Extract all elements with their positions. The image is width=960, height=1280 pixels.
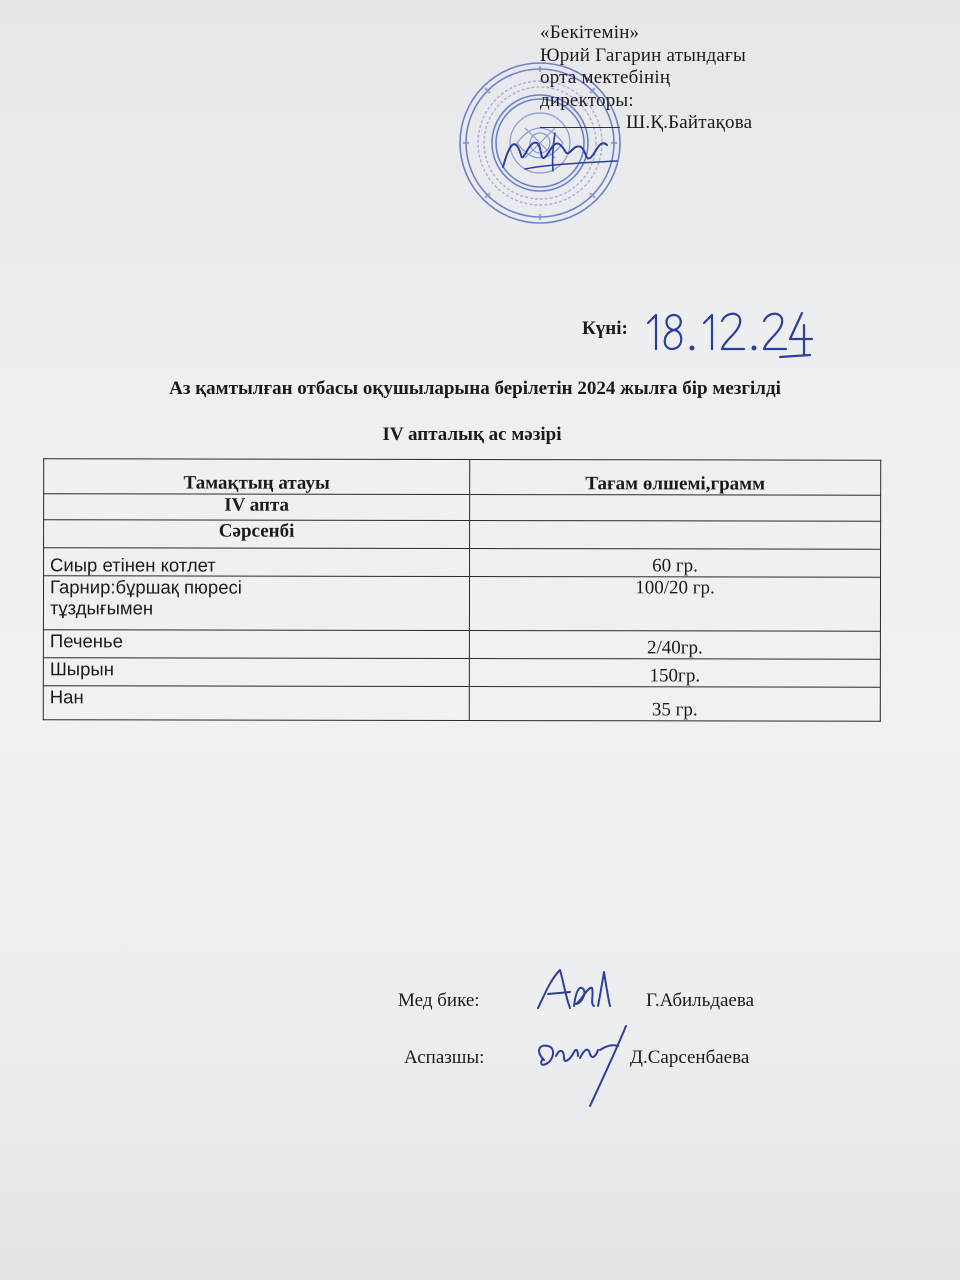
day-row <box>44 520 881 549</box>
table-header-row <box>44 459 881 495</box>
approval-position: директоры: <box>540 89 634 111</box>
empty-cell <box>470 495 881 522</box>
menu-title-line1: Аз қамтылған отбасы оқушыларына берілетін 2024 жылға бір мезгілді <box>169 378 781 399</box>
dish-amount: 60 гр. <box>470 549 881 578</box>
approval-school: Юрий Гагарин атындағы <box>540 44 746 66</box>
day-label: Сәрсенбі <box>44 520 470 549</box>
menu-title-line2: IV апталық ас мәзірі <box>382 424 562 445</box>
director-name: Ш.Қ.Байтақова <box>626 112 753 133</box>
nurse-signature-block <box>398 990 755 1012</box>
table-row <box>43 630 880 659</box>
dish-name: Нан <box>43 686 469 721</box>
handwritten-date <box>640 305 815 360</box>
dish-amount: 2/40гр. <box>469 631 880 660</box>
dish-amount: 35 гр. <box>469 687 880 722</box>
date-label: Күні: <box>582 318 628 339</box>
week-row <box>44 494 881 521</box>
cook-signature <box>530 1020 640 1115</box>
approval-heading: «Бекітемін» <box>540 22 640 43</box>
cook-name: Д.Сарсенбаева <box>630 1047 750 1068</box>
table-row <box>44 548 881 577</box>
cook-label: Аспазшы: <box>404 1047 485 1068</box>
menu-table <box>43 458 881 721</box>
dish-name: Гарнир:бұршақ пюресі тұздығымен <box>43 576 469 631</box>
dish-name: Сиыр етінен котлет <box>44 548 470 577</box>
dish-amount: 150гр. <box>469 659 880 688</box>
signature-underline <box>540 127 620 128</box>
header-dish-name: Тамақтың атауы <box>44 459 470 495</box>
cook-signature-block <box>404 1047 750 1069</box>
nurse-name: Г.Абильдаева <box>646 990 755 1011</box>
table-row <box>43 658 880 687</box>
empty-cell <box>470 521 881 550</box>
dish-name: Печенье <box>43 630 469 659</box>
approval-signature-line <box>540 112 752 135</box>
nurse-signature <box>530 960 625 1020</box>
nurse-label: Мед бике: <box>398 990 480 1011</box>
table-row <box>43 686 880 721</box>
approval-school-type: орта мектебінің <box>540 67 671 88</box>
approval-block <box>540 22 752 135</box>
dish-amount: 100/20 гр. <box>469 577 880 632</box>
header-portion-size: Тағам өлшемі,грамм <box>470 460 881 496</box>
dish-name: Шырын <box>43 658 469 687</box>
week-label: IV апта <box>44 494 470 521</box>
table-row <box>43 576 880 631</box>
